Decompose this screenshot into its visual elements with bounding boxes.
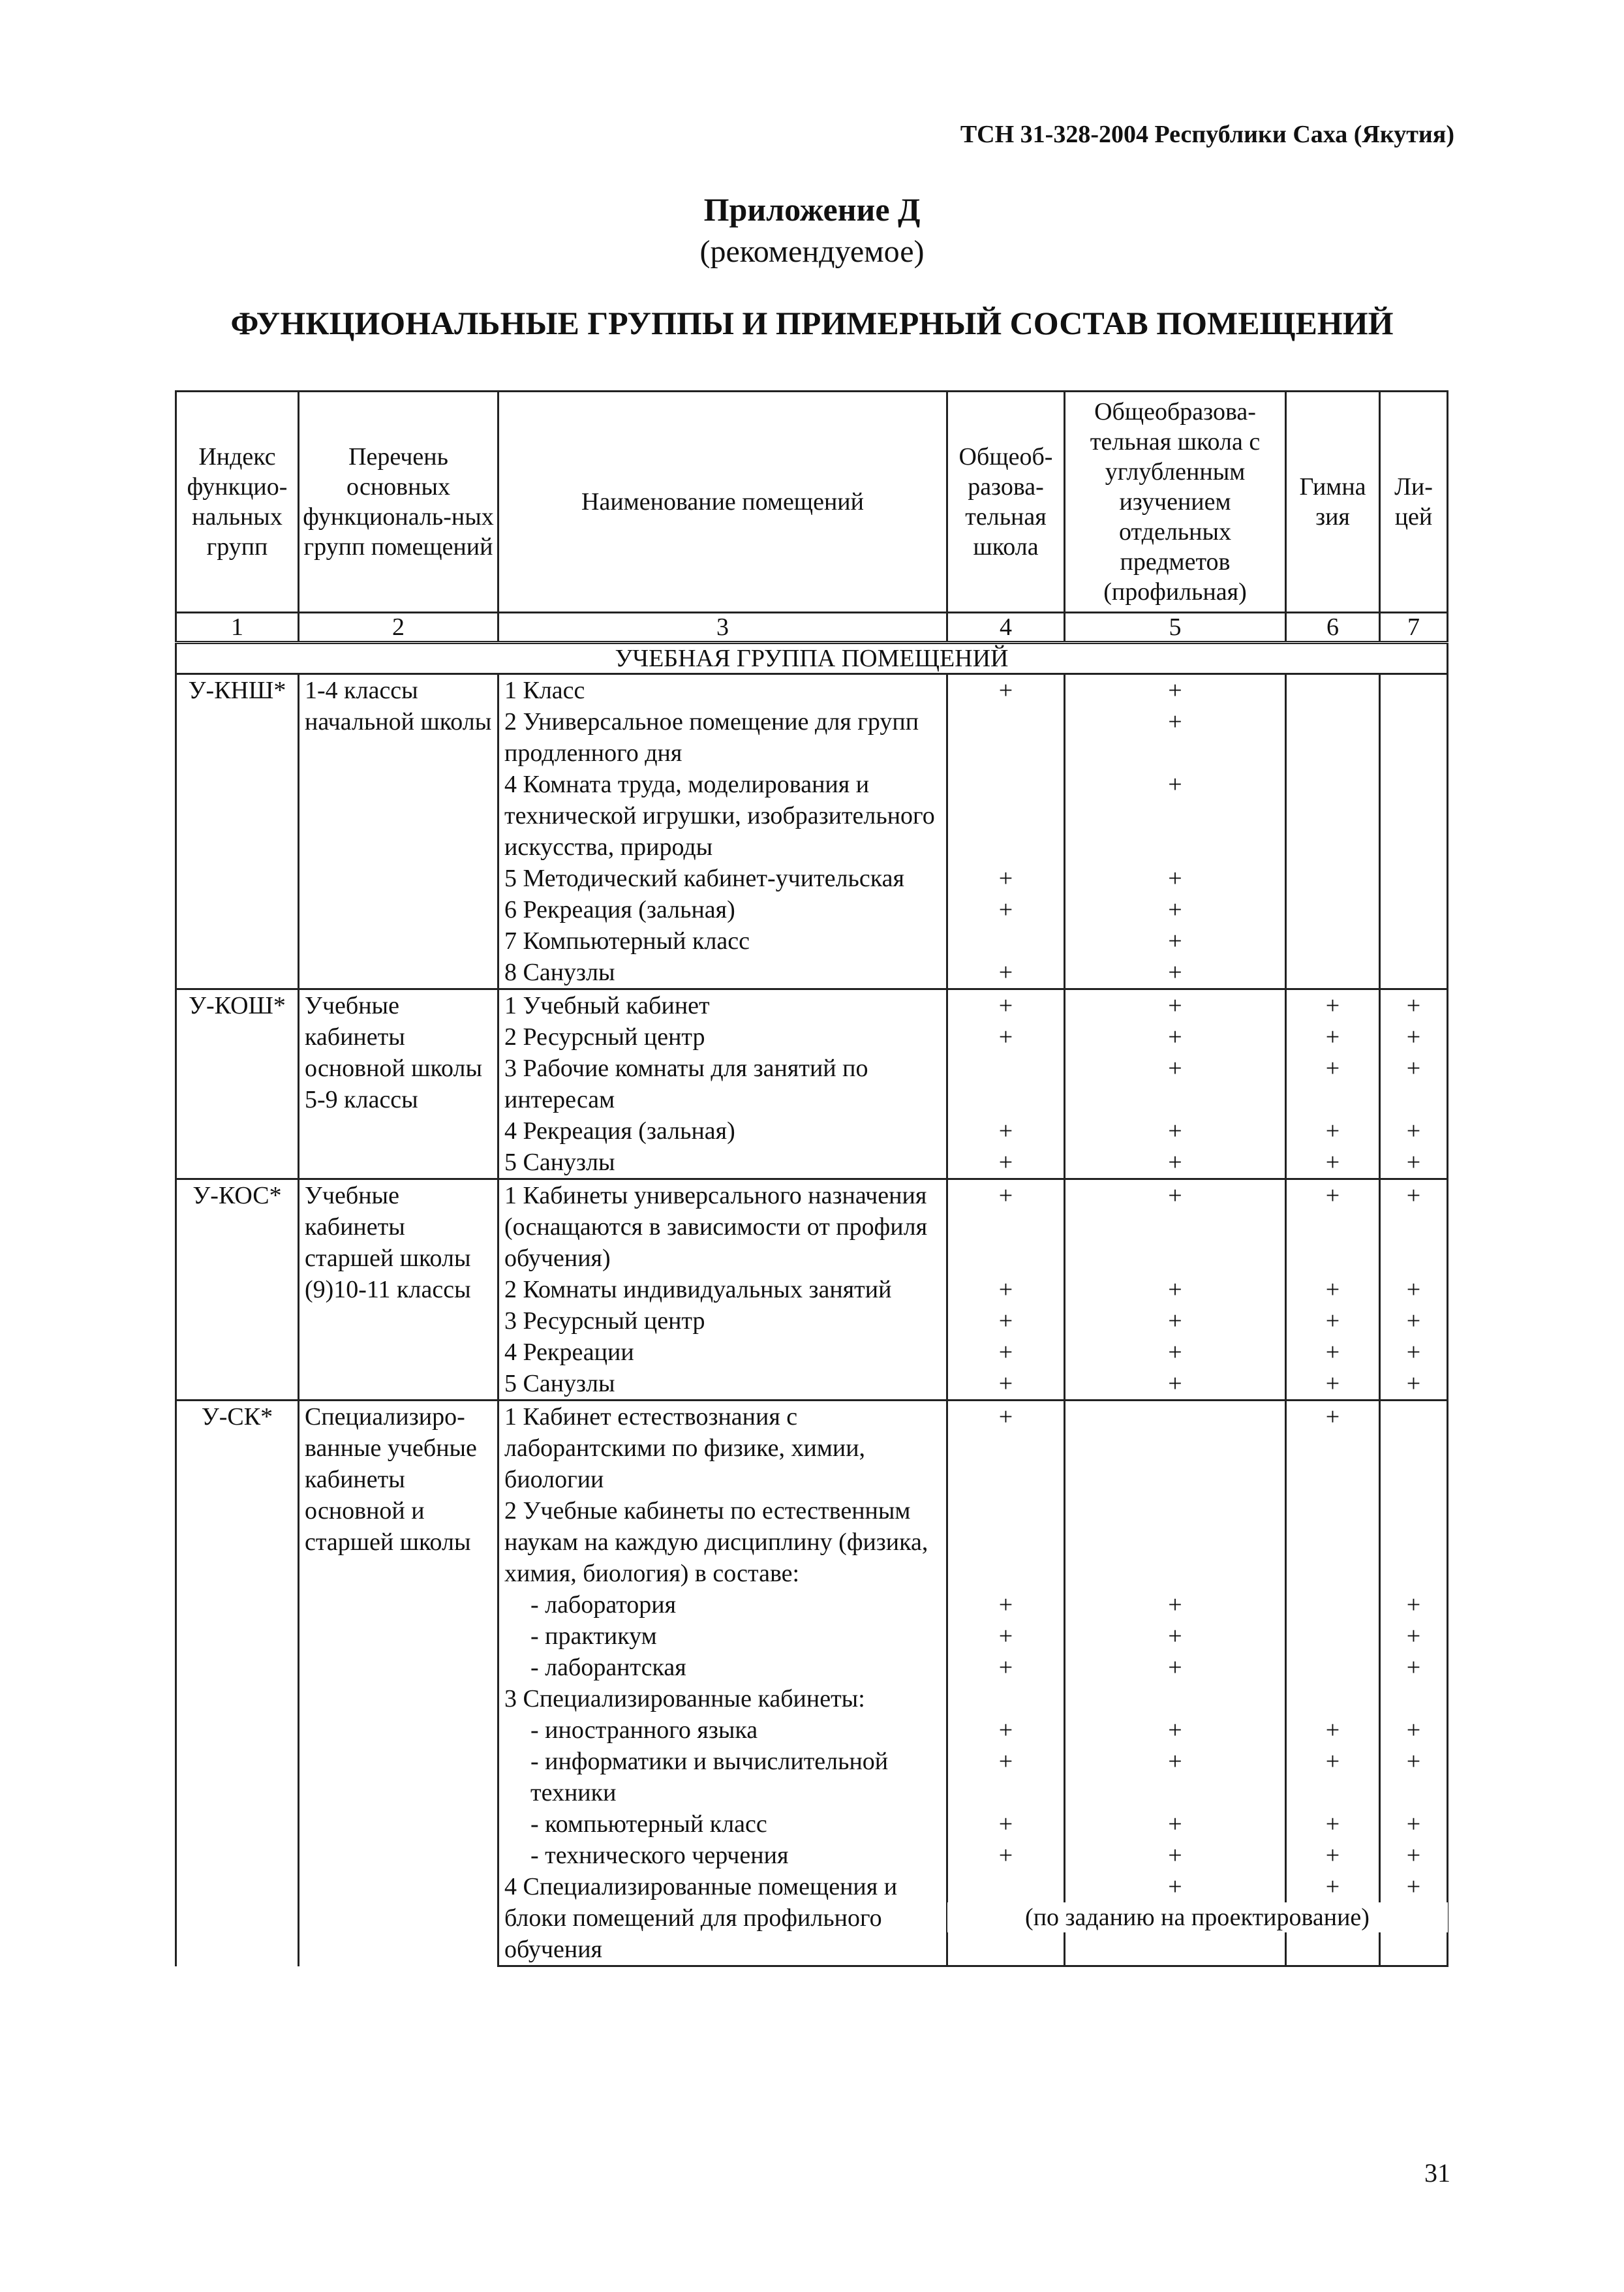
column-number: 1: [176, 613, 299, 643]
mark-value: +: [1168, 1873, 1182, 1900]
room-name: 2 Комнаты индивидуальных занятий: [498, 1274, 947, 1305]
group-name: Специализиро-ванные учебные кабинеты основной и старшей школы: [299, 1401, 498, 1966]
mark-c7: +: [1380, 1053, 1448, 1115]
mark-c7: [1380, 957, 1448, 989]
mark-c5: +: [1065, 1368, 1286, 1401]
room-subitem: - лаборантская: [530, 1654, 686, 1681]
room-name: 1 Кабинет естествознания с лаборантскими по физике, химии, биологии: [498, 1401, 947, 1496]
mark-c4: +: [947, 1620, 1065, 1652]
room-name: 3 Ресурсный центр: [498, 1305, 947, 1337]
mark-c5: +: [1065, 894, 1286, 925]
mark-c7: [1380, 706, 1448, 769]
mark-c6: [1286, 925, 1380, 957]
mark-c5: +: [1065, 674, 1286, 707]
mark-c7: +: [1380, 989, 1448, 1022]
room-name: 4 Рекреация (зальная): [498, 1115, 947, 1147]
rooms-table: [175, 390, 1448, 1967]
mark-c5: +: [1065, 1652, 1286, 1683]
document-header: ТСН 31-328-2004 Республики Саха (Якутия): [960, 121, 1454, 148]
mark-c6: +: [1286, 1053, 1380, 1115]
room-name: [498, 1746, 947, 1808]
section-row: [176, 643, 1448, 674]
mark-c6: [1286, 1620, 1380, 1652]
mark-c7: [1380, 769, 1448, 863]
mark-c7: +: [1380, 1274, 1448, 1305]
mark-c6: +: [1286, 1714, 1380, 1746]
column-number: 6: [1286, 613, 1380, 643]
group-index: У-КОШ*: [176, 989, 299, 1179]
mark-c6: +: [1286, 1368, 1380, 1401]
mark-value: +: [1406, 1873, 1421, 1900]
header-group-list: Перечень основных функциональ-ных групп помещений: [299, 392, 498, 613]
room-name: 5 Санузлы: [498, 1147, 947, 1179]
table-row: [176, 674, 1448, 707]
room-name: 2 Ресурсный центр: [498, 1021, 947, 1053]
column-number: 5: [1065, 613, 1286, 643]
mark-c5: +: [1065, 863, 1286, 894]
room-name: [498, 1840, 947, 1871]
mark-c7: [1380, 894, 1448, 925]
column-number: 2: [299, 613, 498, 643]
mark-c7: +: [1380, 1368, 1448, 1401]
mark-c4: +: [947, 1368, 1065, 1401]
mark-c6: [1286, 1683, 1380, 1714]
mark-c4: +: [947, 1021, 1065, 1053]
room-name: 5 Санузлы: [498, 1368, 947, 1401]
mark-c6: [1286, 957, 1380, 989]
mark-c4: +: [947, 1589, 1065, 1620]
mark-c4: +: [947, 1840, 1065, 1871]
header-lyceum: Ли-цей: [1380, 392, 1448, 613]
mark-c4: +: [947, 1746, 1065, 1808]
mark-c4: +: [947, 1179, 1065, 1275]
mark-c7: +: [1380, 1746, 1448, 1808]
mark-c7: +: [1380, 1620, 1448, 1652]
mark-c4: +: [947, 1115, 1065, 1147]
mark-c5: +: [1065, 706, 1286, 769]
room-name: 3 Рабочие комнаты для занятий по интересам: [498, 1053, 947, 1115]
mark-c6: +: [1286, 1021, 1380, 1053]
room-name: 3 Специализированные кабинеты:: [498, 1683, 947, 1714]
mark-c6: +: [1286, 1808, 1380, 1840]
mark-c4: [947, 769, 1065, 863]
group-name: Учебные кабинеты старшей школы (9)10-11 классы: [299, 1179, 498, 1401]
room-subitem: - лаборатория: [530, 1591, 677, 1618]
mark-c4: [947, 1495, 1065, 1589]
column-number: 4: [947, 613, 1065, 643]
mark-c5: +: [1065, 1840, 1286, 1871]
mark-c5: +: [1065, 1746, 1286, 1808]
room-name: 2 Универсальное помещение для групп продленного дня: [498, 706, 947, 769]
appendix-subtitle: (рекомендуемое): [699, 234, 925, 269]
table-row: [176, 989, 1448, 1022]
room-subitem: - технического черчения: [530, 1842, 789, 1869]
mark-c7: +: [1380, 1840, 1448, 1871]
appendix-title: Приложение Д: [703, 191, 921, 228]
room-name: [498, 1620, 947, 1652]
room-name: 4 Рекреации: [498, 1337, 947, 1368]
mark-c4: +: [947, 957, 1065, 989]
room-subitem: - компьютерный класс: [530, 1810, 767, 1838]
mark-c5: +: [1065, 925, 1286, 957]
mark-c4: +: [947, 1808, 1065, 1840]
mark-c4: +: [947, 989, 1065, 1022]
mark-c7: +: [1380, 1714, 1448, 1746]
mark-c6: [1286, 706, 1380, 769]
room-name: [498, 1589, 947, 1620]
mark-c7: [1380, 1683, 1448, 1714]
mark-c6: +: [1286, 1274, 1380, 1305]
mark-c6: +: [1286, 1401, 1380, 1496]
mark-value: +: [1325, 1873, 1340, 1900]
mark-c5: +: [1065, 1589, 1286, 1620]
main-title: ФУНКЦИОНАЛЬНЫЕ ГРУППЫ И ПРИМЕРНЫЙ СОСТАВ ПОМЕЩЕНИЙ: [230, 305, 1394, 341]
room-name: 7 Компьютерный класс: [498, 925, 947, 957]
group-name: 1-4 классы начальной школы: [299, 674, 498, 989]
room-subitem: - информатики и вычислительной техники: [530, 1748, 889, 1806]
room-name: [498, 1808, 947, 1840]
mark-c7: [1380, 1495, 1448, 1589]
room-name: 1 Кабинеты универсального назначения (оснащаются в зависимости от профиля обучения): [498, 1179, 947, 1275]
mark-c7: [1380, 1401, 1448, 1496]
mark-c5: +: [1065, 1337, 1286, 1368]
column-number: 3: [498, 613, 947, 643]
section-title: УЧЕБНАЯ ГРУППА ПОМЕЩЕНИЙ: [176, 643, 1448, 674]
mark-c5: +: [1065, 1714, 1286, 1746]
header-gymnasium: Гимна зия: [1286, 392, 1380, 613]
mark-c5: +: [1065, 1021, 1286, 1053]
mark-c7: +: [1380, 1652, 1448, 1683]
mark-c7: +: [1380, 1808, 1448, 1840]
mark-c5: [1065, 1683, 1286, 1714]
header-general-school: Общеоб-разова-тельная школа: [947, 392, 1065, 613]
mark-c5: [1065, 1401, 1286, 1496]
room-name: 1 Класс: [498, 674, 947, 707]
mark-c6: [1286, 1652, 1380, 1683]
mark-c6: +: [1286, 1147, 1380, 1179]
table-row: [176, 1401, 1448, 1496]
mark-c5: +: [1065, 1147, 1286, 1179]
mark-c6: [1286, 1589, 1380, 1620]
mark-c6: +: [1286, 1746, 1380, 1808]
mark-c6: [1286, 894, 1380, 925]
table-header-row: [176, 392, 1448, 613]
mark-c4: +: [947, 1401, 1065, 1496]
mark-c4: +: [947, 1147, 1065, 1179]
room-name: [498, 1714, 947, 1746]
room-name: 5 Методический кабинет-учительская: [498, 863, 947, 894]
room-subitem: - иностранного языка: [530, 1716, 758, 1744]
room-name: 2 Учебные кабинеты по естественным наукам на каждую дисциплину (физика, химия, биология) в составе:: [498, 1495, 947, 1589]
page-number: 31: [1424, 2158, 1450, 2188]
mark-c4: +: [947, 1337, 1065, 1368]
mark-c6: +: [1286, 989, 1380, 1022]
mark-c5: +: [1065, 769, 1286, 863]
mark-c7: [1380, 925, 1448, 957]
mark-c5: +: [1065, 1274, 1286, 1305]
room-name: 1 Учебный кабинет: [498, 989, 947, 1022]
mark-c4: +: [947, 674, 1065, 707]
mark-c5: +: [1065, 957, 1286, 989]
mark-c6: +: [1286, 1179, 1380, 1275]
mark-c5: +: [1065, 1620, 1286, 1652]
mark-c5: +: [1065, 1179, 1286, 1275]
mark-c5: [1065, 1495, 1286, 1589]
mark-c7: +: [1380, 1337, 1448, 1368]
mark-c7: +: [1380, 1147, 1448, 1179]
group-name: Учебные кабинеты основной школы 5-9 классы: [299, 989, 498, 1179]
mark-c7: +: [1380, 1589, 1448, 1620]
mark-c6: [1286, 674, 1380, 707]
mark-c7: +: [1380, 1021, 1448, 1053]
room-name: 8 Санузлы: [498, 957, 947, 989]
room-name: 6 Рекреация (зальная): [498, 894, 947, 925]
column-number: 7: [1380, 613, 1448, 643]
header-profile-school: Общеобразова-тельная школа с углубленным изучением отдельных предметов (профильная): [1065, 392, 1286, 613]
mark-c5: +: [1065, 1808, 1286, 1840]
room-name: 4 Комната труда, моделирования и технической игрушки, изобразительного искусства, природы: [498, 769, 947, 863]
mark-c4: +: [947, 1714, 1065, 1746]
mark-c4: [947, 1053, 1065, 1115]
mark-c6: [1286, 1495, 1380, 1589]
mark-c7: +: [1380, 1305, 1448, 1337]
mark-c6: +: [1286, 1337, 1380, 1368]
column-number-row: [176, 613, 1448, 643]
header-index: Индекс функцио-нальных групп: [176, 392, 299, 613]
mark-c6: +: [1286, 1115, 1380, 1147]
room-name: 4 Специализированные помещения и блоки помещений для профильного обучения: [498, 1871, 947, 1966]
mark-c4: +: [947, 894, 1065, 925]
group-index: У-СК*: [176, 1401, 299, 1966]
group-index: У-КОС*: [176, 1179, 299, 1401]
mark-c4: [947, 925, 1065, 957]
mark-c7: [1380, 674, 1448, 707]
mark-c5: +: [1065, 989, 1286, 1022]
mark-c7: +: [1380, 1179, 1448, 1275]
mark-c4: +: [947, 1274, 1065, 1305]
mark-c7: [1380, 863, 1448, 894]
mark-c6: [1286, 769, 1380, 863]
mark-c6: [1286, 863, 1380, 894]
header-room-name: Наименование помещений: [498, 392, 947, 613]
table-row: [176, 1179, 1448, 1275]
mark-c6: +: [1286, 1840, 1380, 1871]
room-subitem: - практикум: [530, 1622, 657, 1650]
mark-c4: +: [947, 863, 1065, 894]
mark-c5: +: [1065, 1053, 1286, 1115]
mark-c5: +: [1065, 1115, 1286, 1147]
mark-c4: +: [947, 1652, 1065, 1683]
mark-c5: +: [1065, 1305, 1286, 1337]
mark-c7: +: [1380, 1115, 1448, 1147]
mark-c6: +: [1286, 1305, 1380, 1337]
mark-c4: +: [947, 1305, 1065, 1337]
design-assignment-note: (по заданию на проектирование): [947, 1902, 1448, 1932]
group-index: У-КНШ*: [176, 674, 299, 989]
mark-c4: [947, 1683, 1065, 1714]
room-name: [498, 1652, 947, 1683]
mark-c4: [947, 706, 1065, 769]
